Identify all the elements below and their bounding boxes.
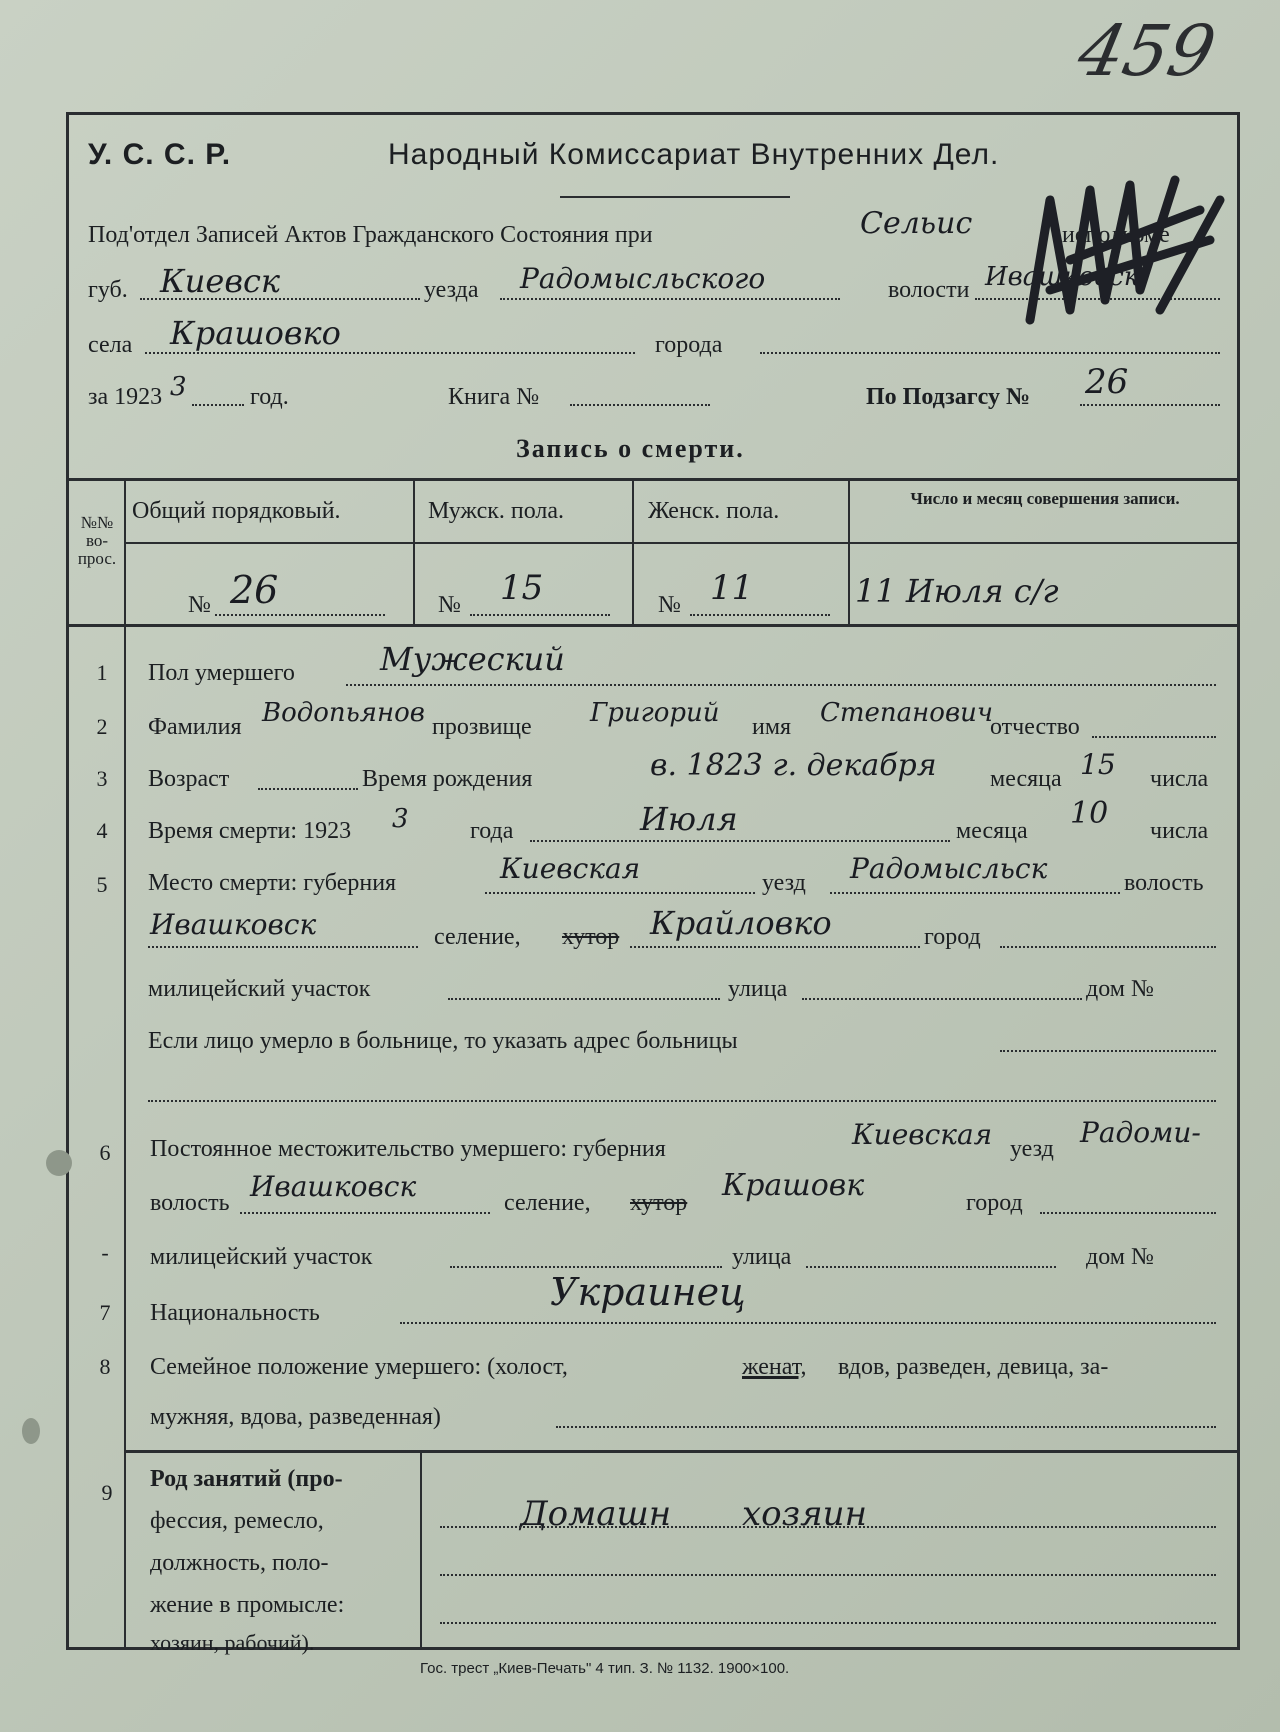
- q5-selo-label: селение,: [434, 924, 521, 950]
- page-number: 459: [1071, 10, 1223, 92]
- q5-volost-line: [148, 946, 418, 948]
- q3-month-label: месяца: [990, 766, 1062, 792]
- q9-value: Домашн хозяин: [520, 1494, 867, 1534]
- q1-value: Мужеский: [380, 640, 565, 678]
- col-q-header: №№ во-прос.: [77, 513, 117, 568]
- year-line: [192, 404, 244, 406]
- q5-street-line: [802, 998, 1082, 1000]
- q4-month-value: Июля: [640, 800, 738, 838]
- q5-uezd: Радомысльск: [850, 852, 1048, 885]
- q9-label-4: жение в промысле:: [150, 1592, 345, 1618]
- row-number-7: 7: [99, 1300, 111, 1325]
- ispolkome-label: исполкоме: [1062, 222, 1170, 248]
- row-number-2: 2: [96, 714, 108, 739]
- q9-label-1: Род занятий (про-: [150, 1466, 343, 1492]
- q4-day-value: 10: [1070, 796, 1109, 831]
- q6-gorod-label: город: [966, 1190, 1023, 1216]
- row-number-1: 1: [96, 660, 108, 685]
- q9-line-2: [440, 1574, 1216, 1576]
- general-value: 26: [230, 568, 279, 612]
- q4-day-label: числа: [1150, 818, 1209, 844]
- row-number-8: 8: [99, 1354, 111, 1379]
- date-value: 11 Июля с/г: [855, 572, 1059, 610]
- q7-label: Национальность: [150, 1300, 320, 1326]
- q3-day-label: числа: [1150, 766, 1209, 792]
- gorod-line: [760, 352, 1220, 354]
- q3-birth-label: Время рождения: [362, 766, 533, 792]
- commissariat-title: Народный Комиссариат Внутренних Дел.: [388, 138, 1000, 171]
- row-number-6: 6: [99, 1140, 111, 1165]
- q8-rest: вдов, разведен, девица, за-: [838, 1354, 1109, 1380]
- q3-birth-value: в. 1823 г. декабря: [650, 748, 937, 783]
- female-no-label: №: [658, 592, 681, 618]
- general-line: [215, 614, 385, 616]
- q2-line: [1092, 736, 1216, 738]
- volost-value: Ивашковск: [985, 262, 1140, 292]
- q6-volost-line: [240, 1212, 490, 1214]
- uezd-value: Радомысльского: [520, 262, 766, 295]
- book-line: [570, 404, 710, 406]
- q6-militia-label: милицейский участок: [150, 1244, 373, 1270]
- q2-nick-label: прозвище: [432, 714, 532, 740]
- col-divider-1: [413, 478, 415, 624]
- q4-month-line: [530, 840, 950, 842]
- q6-label: Постоянное местожительство умершего: губерния: [150, 1136, 666, 1162]
- q9-label-2: фессия, ремесло,: [150, 1508, 324, 1534]
- q4-label: Время смерти: 1923: [148, 818, 352, 844]
- q2-name: Степанович: [820, 698, 994, 728]
- q6-gub: Киевская: [852, 1118, 993, 1151]
- uezd-label: уезда: [424, 277, 479, 303]
- q5-khutor: хутор: [562, 924, 620, 950]
- q4-year-suffix: 3: [392, 804, 409, 834]
- podzagsu-line: [1080, 404, 1220, 406]
- col-divider-2: [632, 478, 634, 624]
- book-label: Книга №: [448, 384, 540, 410]
- punch-hole-1: [46, 1150, 72, 1176]
- col-divider-3: [848, 478, 850, 624]
- table-header-divider: [124, 542, 1240, 544]
- table-bottom-border: [66, 624, 1240, 627]
- q9-line-3: [440, 1622, 1216, 1624]
- col-general-header: Общий порядковый.: [132, 498, 341, 524]
- q5-militia-label: милицейский участок: [148, 976, 371, 1002]
- q8-line: [556, 1426, 1216, 1428]
- female-value: 11: [710, 568, 754, 608]
- q6-gorod-line: [1040, 1212, 1216, 1214]
- q6-house-label: дом №: [1086, 1244, 1154, 1270]
- row-number-4: 4: [96, 818, 108, 843]
- q6-volost: Ивашковск: [250, 1170, 417, 1203]
- republic-title: У. С. С. Р.: [88, 138, 232, 171]
- q5-gub-line: [485, 892, 755, 894]
- q9-line-1: [440, 1526, 1216, 1528]
- uezd-line: [500, 298, 840, 300]
- signature-scribble: [1010, 170, 1230, 340]
- q9-top-border: [124, 1450, 1240, 1453]
- male-line: [470, 614, 610, 616]
- q5-hospital-label: Если лицо умерло в больнице, то указать адрес больницы: [148, 1028, 738, 1054]
- table-top-border: [66, 478, 1240, 481]
- q6-selo: Крашовк: [722, 1168, 865, 1203]
- year-value: 3: [170, 372, 187, 402]
- q5-gorod-line: [1000, 946, 1216, 948]
- gub-label: губ.: [88, 277, 128, 303]
- q9-divider: [420, 1450, 422, 1650]
- q2-name-label: имя: [752, 714, 792, 740]
- year-label: за 1923: [88, 384, 163, 410]
- q5-house-label: дом №: [1086, 976, 1154, 1002]
- row-number-9: 9: [101, 1480, 113, 1505]
- q4-month-label: месяца: [956, 818, 1028, 844]
- row-number-5: 5: [96, 872, 108, 897]
- q3-age-label: Возраст: [148, 766, 230, 792]
- general-no-label: №: [188, 592, 211, 618]
- q6-uezd: Радоми-: [1080, 1116, 1201, 1149]
- q5-volost: Ивашковск: [150, 908, 317, 941]
- q5-uezd-label: уезд: [762, 870, 806, 896]
- gub-value: Киевск: [160, 262, 280, 300]
- punch-hole-2: [22, 1418, 40, 1444]
- col-female-header: Женск. пола.: [648, 498, 780, 524]
- q5-gub: Киевская: [500, 852, 641, 885]
- q2-surname-label: Фамилия: [148, 714, 242, 740]
- row-number-dash: -: [101, 1240, 109, 1265]
- gorod-label: города: [655, 332, 723, 358]
- q6-volost-label: волость: [150, 1190, 230, 1216]
- q5-gorod-label: город: [924, 924, 981, 950]
- male-value: 15: [500, 568, 544, 608]
- q8-married: женат,: [742, 1354, 807, 1380]
- col-male-header: Мужск. пола.: [428, 498, 565, 524]
- q3-day-value: 15: [1080, 748, 1116, 781]
- q6-khutor: хутор: [630, 1190, 688, 1216]
- subdept-value: Сельис: [860, 206, 973, 241]
- q5-hospital-line: [1000, 1050, 1216, 1052]
- subdept-label: Под'отдел Записей Актов Гражданского Состояния при: [88, 222, 653, 248]
- q7-line: [400, 1322, 1216, 1324]
- q5-label: Место смерти: губерния: [148, 870, 397, 896]
- print-footer: Гос. трест „Киев-Печать" 4 тип. З. № 1132. 1900×100.: [420, 1660, 790, 1677]
- q5-uezd-line: [830, 892, 1120, 894]
- male-no-label: №: [438, 592, 461, 618]
- q6-street-line: [806, 1266, 1056, 1268]
- q5-selo: Крайловко: [650, 904, 832, 942]
- q1-label: Пол умершего: [148, 660, 295, 686]
- q8-label: Семейное положение умершего: (холост,: [150, 1354, 568, 1380]
- q6-selo-label: селение,: [504, 1190, 591, 1216]
- row-number-3: 3: [96, 766, 108, 791]
- number-column-divider: [124, 478, 126, 1650]
- col-date-header: Число и месяц совершения записи.: [910, 489, 1180, 508]
- female-line: [690, 614, 830, 616]
- header-divider: [560, 196, 790, 198]
- q5-volost-label: волость: [1124, 870, 1204, 896]
- q5-street-label: улица: [728, 976, 788, 1002]
- q4-god-label: года: [470, 818, 514, 844]
- q2-patronymic-label: отчество: [990, 714, 1080, 740]
- q9-label-5: хозяин, рабочий).: [150, 1630, 315, 1655]
- q2-surname: Водопьянов: [262, 698, 425, 728]
- podzagsu-label: По Подзагсу №: [866, 384, 1031, 410]
- q1-line: [346, 684, 1216, 686]
- volost-label: волости: [888, 277, 970, 303]
- q6-street-label: улица: [732, 1244, 792, 1270]
- podzagsu-value: 26: [1085, 362, 1129, 402]
- q5-selo-line: [630, 946, 920, 948]
- q9-label-3: должность, поло-: [150, 1550, 329, 1576]
- q3-age-line: [258, 788, 358, 790]
- q6-uezd-label: уезд: [1010, 1136, 1054, 1162]
- q5-militia-line: [448, 998, 720, 1000]
- selo-label: села: [88, 332, 133, 358]
- gub-line: [140, 298, 420, 300]
- record-title: Запись о смерти.: [516, 434, 745, 463]
- god-label: год.: [250, 384, 289, 410]
- q5-hospital-line-2: [148, 1100, 1216, 1102]
- q6-militia-line: [450, 1266, 722, 1268]
- selo-line: [145, 352, 635, 354]
- q8-line2: мужняя, вдова, разведенная): [150, 1404, 441, 1430]
- selo-value: Крашовко: [170, 314, 341, 352]
- q2-nick: Григорий: [590, 698, 720, 728]
- q7-value: Украинец: [550, 1270, 746, 1314]
